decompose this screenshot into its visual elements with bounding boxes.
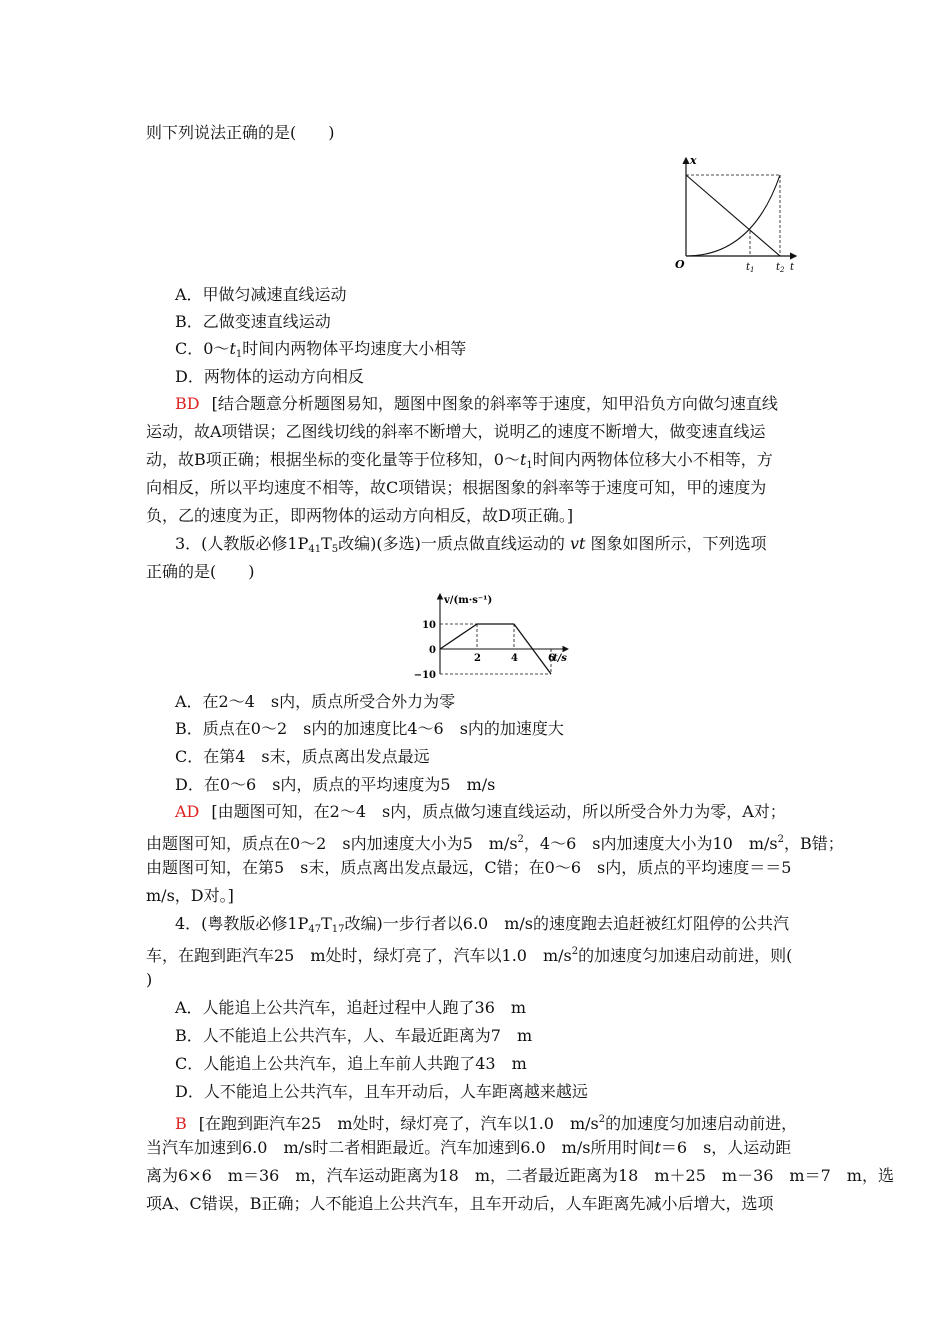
q3-y-tick-1: 0 [429, 645, 436, 656]
q2-option-c: C．$0\sim t_1$时间内两物体平均速度大小相等 [175, 339, 467, 360]
q3-y-tick-0: 10 [422, 620, 436, 631]
q3-option-b: B．质点在0～2 s内的加速度比4～6 s内的加速度大 [175, 719, 564, 738]
q3-stem-line-1: 3．(人教版必修$1P_{41}T_5$改编)(多选)一质点做直线运动的 vt 图象如图所示，下列选项 [175, 534, 767, 555]
q2-option-b: B．乙做变速直线运动 [175, 312, 331, 331]
q3-x-tick-6: 6 [548, 653, 555, 664]
q2-t1-label: $t_1$ [746, 262, 755, 274]
q2-option-a: A．甲做匀减速直线运动 [175, 285, 347, 304]
q3-answer-key: AD [175, 802, 200, 821]
q2-line-jia [686, 175, 780, 256]
q2-xt-graph [672, 152, 802, 274]
q3-option-a: A．在2～4 s内，质点所受合外力为零 [175, 692, 456, 711]
q3-y-label: v/(m·s⁻¹) [444, 595, 493, 606]
q4-option-b: B．人不能追上公共汽车，人、车最近距离为7 m [175, 1026, 533, 1045]
q3-x-tick-2: 2 [474, 653, 481, 664]
q4-stem-line-2: 车，在跑到距汽车25 m处时，绿灯亮了，汽车以1.0 $m/s^2$的加速度匀加速启动前进，则( [146, 946, 793, 965]
q3-x-label: t/s [553, 653, 567, 664]
q2-option-d: D．两物体的运动方向相反 [175, 367, 364, 386]
q4-answer-line-2: 当汽车加速到6.0 m/s时二者相距最近。汽车加速到6.0 m/s所用时间t＝6 s，人运动距 [146, 1138, 792, 1157]
q3-answer-line-2: 由题图可知，质点在0～2 s内加速度大小为5 $m/s^2$，4～6 s内加速度大小为10 $m/s^2$，B错； [146, 834, 844, 853]
q2-x-label: t [790, 262, 795, 273]
q4-stem-line-3: ) [146, 970, 153, 989]
q2-answer-key: BD [175, 394, 200, 413]
q4-answer-line-3: 离为6×6 m＝36 m，汽车运动距离为18 m，二者最近距离为18 m＋25 m－36 m＝7 m，选 [146, 1166, 894, 1185]
q3-answer-line-1: AD [由题图可知，在2～4 s内，质点做匀速直线运动，所以所受合外力为零，A对； [175, 802, 786, 821]
q3-stem-line-2: 正确的是( ) [146, 562, 255, 581]
q3-option-c: C．在第4 s末，质点离出发点最远 [175, 747, 430, 766]
q3-option-d: D．在0～6 s内，质点的平均速度为5 m/s [175, 775, 496, 794]
q2-t2-label: $t_2$ [776, 262, 785, 274]
q3-x-tick-4: 4 [511, 653, 518, 664]
q4-answer-line-1: B [在跑到距汽车25 m处时，绿灯亮了，汽车以1.0 $m/s^2$的加速度匀加速启动前进， [175, 1114, 798, 1133]
q4-option-c: C．人能追上公共汽车，追上车前人共跑了43 m [175, 1054, 527, 1073]
q3-series-segment-1 [440, 624, 477, 649]
q4-answer-key: B [175, 1114, 187, 1133]
q4-stem-line-1: 4．(粤教版必修$1P_{47}T_{17}$改编)一步行者以6.0 m/s的速度跑去追赶被红灯阻停的公共汽 [175, 914, 789, 935]
q4-answer-line-4: 项A、C错误，B正确；人不能追上公共汽车，且车开动后，人车距离先减小后增大，选项 [146, 1194, 774, 1213]
q2-stem: 则下列说法正确的是( ) [146, 123, 335, 142]
q2-answer-line-2: 运动，故A项错误；乙图线切线的斜率不断增大，说明乙的速度不断增大，做变速直线运 [146, 422, 766, 441]
q2-answer-line-3: 动，故B项正确；根据坐标的变化量等于位移知，$0\sim t_1$时间内两物体位移大小不相等，方 [146, 450, 773, 471]
q4-option-d: D．人不能追上公共汽车，且车开动后，人车距离越来越远 [175, 1082, 588, 1101]
q2-answer-line-5: 负，乙的速度为正，即两物体的运动方向相反，故D项正确。] [146, 506, 574, 525]
q3-answer-line-4: m/s，D对。] [146, 886, 234, 905]
q2-answer-line-4: 向相反，所以平均速度不相等，故C项错误；根据图象的斜率等于速度可知，甲的速度为 [146, 478, 767, 497]
q2-y-label: x [690, 154, 697, 167]
q3-answer-line-3: 由题图可知，在第5 s末，质点离出发点最远，C错；在0～6 s内，质点的平均速度＝＝5 [146, 858, 792, 877]
q2-origin-label: O [675, 258, 685, 271]
q3-y-tick-2: −10 [413, 670, 436, 681]
q3-vt-chart [408, 590, 578, 682]
q4-option-a: A．人能追上公共汽车，追赶过程中人跑了36 m [175, 998, 527, 1017]
q2-answer-line-1: BD [结合题意分析题图易知，题图中图象的斜率等于速度，知甲沿负方向做匀速直线 [175, 394, 778, 413]
